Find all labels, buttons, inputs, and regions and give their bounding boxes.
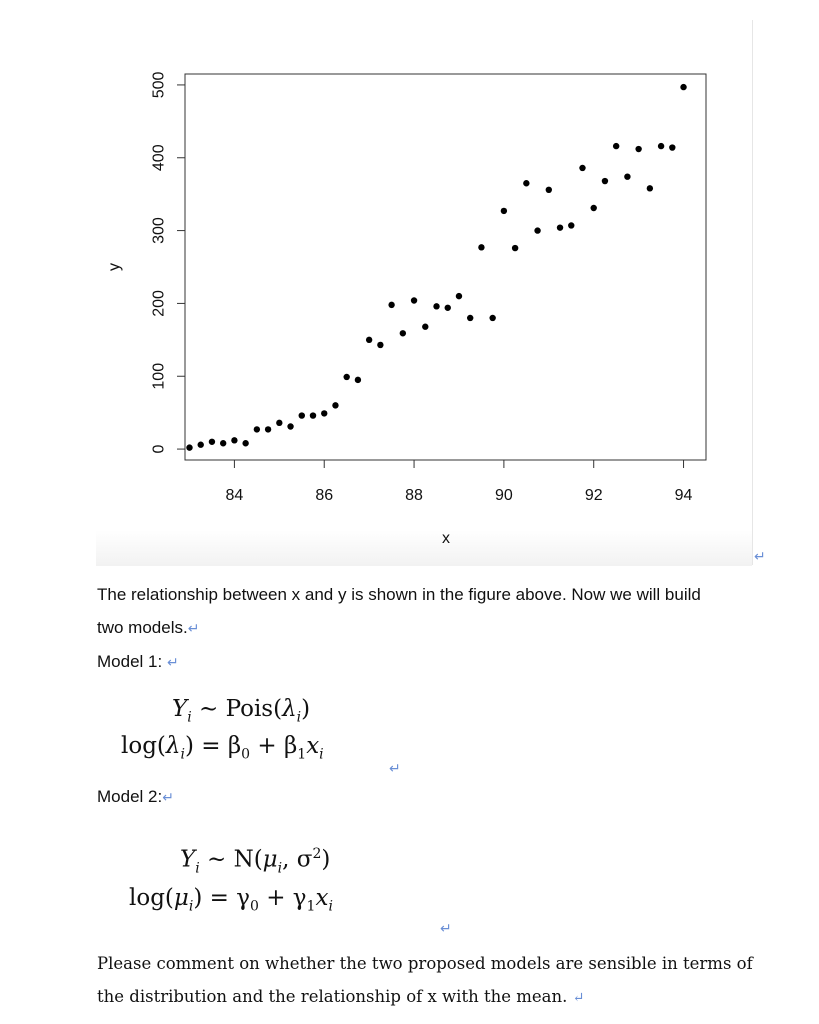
- data-point: [680, 84, 686, 90]
- model-2-equation-2: $\log(\mu_i) = \gamma_0 + \gamma_1x_i$: [129, 885, 333, 915]
- data-point: [557, 224, 563, 230]
- data-point: [299, 412, 305, 418]
- data-point: [591, 205, 597, 211]
- data-points: [186, 84, 686, 451]
- data-point: [635, 146, 641, 152]
- y-tick-label: 400: [150, 144, 168, 172]
- data-point: [231, 437, 237, 443]
- data-point: [456, 293, 462, 299]
- data-point: [647, 185, 653, 191]
- data-point: [478, 244, 484, 250]
- paragraph-mark: ↵: [389, 760, 401, 776]
- model-1-equation-2: $\log(\lambda_i) = \beta_0 + \beta_1x_i$: [121, 733, 324, 763]
- data-point: [355, 377, 361, 383]
- data-point: [377, 342, 383, 348]
- data-point: [186, 444, 192, 450]
- y-tick-label: 300: [150, 217, 168, 244]
- intro-text-line-2: two models.↵: [97, 618, 200, 637]
- data-point: [624, 173, 630, 179]
- data-point: [669, 144, 675, 150]
- intro-text-line-1: The relationship between x and y is shown in the figure above. Now we will build: [97, 585, 701, 604]
- model-1-equation-1: $Y_i$ ∼ $Pois(\lambda_i)$: [172, 696, 311, 726]
- data-point: [523, 180, 529, 186]
- y-axis: [151, 71, 185, 453]
- x-tick-label: 90: [494, 487, 513, 504]
- data-point: [254, 426, 260, 432]
- data-point: [343, 374, 349, 380]
- x-tick-label: 84: [225, 487, 244, 504]
- model-2-label: Model 2:↵: [97, 787, 174, 806]
- data-point: [467, 315, 473, 321]
- x-tick-label: 88: [405, 487, 423, 504]
- plot-frame: [185, 74, 706, 460]
- data-point: [265, 426, 271, 432]
- data-point: [613, 143, 619, 149]
- data-point: [568, 222, 574, 228]
- data-point: [287, 423, 293, 429]
- data-point: [422, 324, 428, 330]
- data-point: [546, 187, 552, 193]
- data-point: [445, 305, 451, 311]
- model-1-label: Model 1: ↵: [97, 652, 179, 671]
- data-point: [534, 227, 540, 233]
- x-axis-label: x: [442, 530, 450, 547]
- paragraph-mark: ↵: [754, 548, 766, 564]
- data-point: [242, 440, 248, 446]
- data-point: [400, 330, 406, 336]
- data-point: [489, 315, 495, 321]
- x-axis: [226, 460, 693, 504]
- y-tick-label: 100: [150, 362, 168, 390]
- x-tick-label: 86: [315, 487, 334, 504]
- paragraph-mark: ↵: [440, 920, 452, 936]
- model-2-equation-1: $Y_i$ ∼ $N(\mu_i$, $\sigma^2$): [180, 846, 331, 877]
- y-tick-label: 0: [150, 444, 168, 454]
- data-point: [276, 420, 282, 426]
- data-point: [512, 245, 518, 251]
- data-point: [332, 402, 338, 408]
- data-point: [198, 442, 204, 448]
- x-tick-label: 92: [584, 487, 603, 504]
- data-point: [388, 302, 394, 308]
- data-point: [433, 303, 439, 309]
- question-text-line-1: Please comment on whether the two proposed models are sensible in terms of: [97, 954, 753, 973]
- data-point: [366, 337, 372, 343]
- data-point: [501, 208, 507, 214]
- x-tick-label: 94: [674, 487, 693, 504]
- data-point: [310, 412, 316, 418]
- y-axis-label: y: [106, 263, 123, 271]
- data-point: [658, 143, 664, 149]
- y-tick-label: 500: [150, 71, 168, 99]
- y-tick-label: 200: [150, 290, 168, 317]
- data-point: [209, 439, 215, 445]
- data-point: [321, 410, 327, 416]
- data-point: [220, 440, 226, 446]
- data-point: [411, 297, 417, 303]
- question-text-line-2: the distribution and the relationship of x with the mean. ↵: [97, 987, 585, 1006]
- data-point: [602, 178, 608, 184]
- data-point: [579, 165, 585, 171]
